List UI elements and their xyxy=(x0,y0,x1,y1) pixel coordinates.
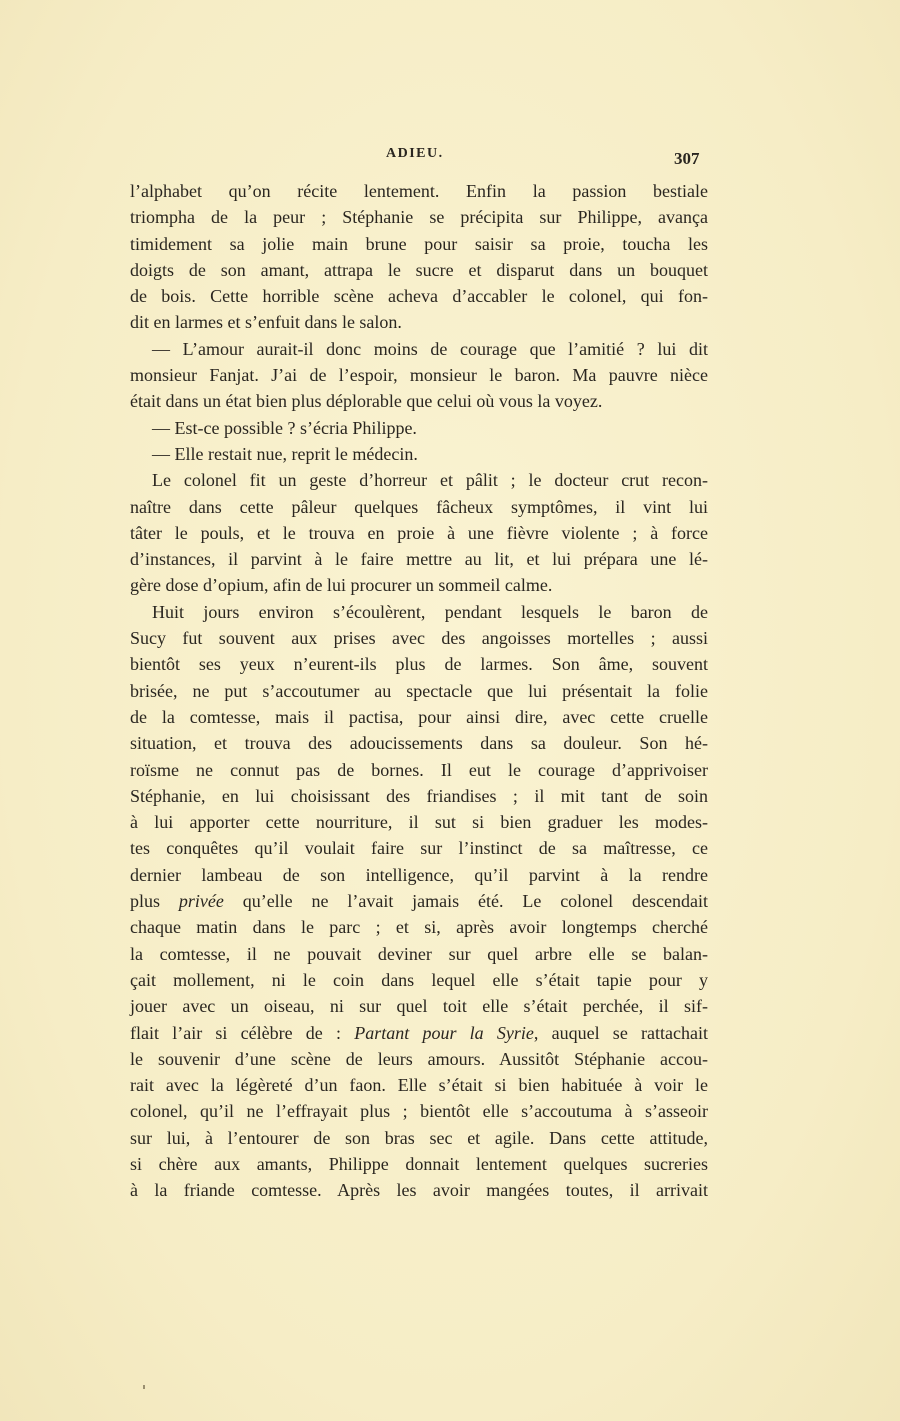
text-line: çait mollement, ni le coin dans lequel elle s’était tapie pour y xyxy=(130,969,708,990)
running-title: ADIEU. xyxy=(386,146,444,161)
body-text xyxy=(130,178,708,1204)
text-line: si chère aux amants, Philippe donnait lentement quelques sucreries xyxy=(130,1153,708,1174)
text-line: monsieur Fanjat. J’ai de l’espoir, monsieur le baron. Ma pauvre nièce xyxy=(130,365,708,386)
text-line: était dans un état bien plus déplorable que celui où vous la voyez. xyxy=(130,391,603,412)
text-line: bientôt ses yeux n’eurent-ils plus de larmes. Son âme, souvent xyxy=(130,654,708,675)
text-line xyxy=(130,1020,708,1046)
paper-speck xyxy=(143,1385,145,1389)
text-line: colonel, qu’il ne l’effrayait plus ; bientôt elle s’accoutuma à s’asseoir xyxy=(130,1101,708,1122)
text-line: Huit jours environ s’écoulèrent, pendant lesquels le baron de xyxy=(152,601,708,622)
text-line: d’instances, il parvint à le faire mettre au lit, et lui prépara une lé- xyxy=(130,549,708,570)
text-line: à la friande comtesse. Après les avoir mangées toutes, il arrivait xyxy=(130,1180,708,1201)
text-line: timidement sa jolie main brune pour saisir sa proie, toucha les xyxy=(130,233,708,254)
text-line: situation, et trouva des adoucissements dans sa douleur. Son hé- xyxy=(130,733,708,754)
text-line: rait avec la légèreté d’un faon. Elle s’était si bien habituée à voir le xyxy=(130,1075,708,1096)
text-line: tâter le pouls, et le trouva en proie à une fièvre violente ; à force xyxy=(130,522,708,543)
text-line: sur lui, à l’entourer de son bras sec et agile. Dans cette attitude, xyxy=(130,1127,708,1148)
text-line: doigts de son amant, attrapa le sucre et disparut dans un bouquet xyxy=(130,259,708,280)
text-line: — Est-ce possible ? s’écria Philippe. xyxy=(152,417,417,438)
text-line: la comtesse, il ne pouvait deviner sur quel arbre elle se balan- xyxy=(130,943,708,964)
text-line: dernier lambeau de son intelligence, qu’il parvint à la rendre xyxy=(130,864,708,885)
text-line: le souvenir d’une scène de leurs amours. Aussitôt Stéphanie accou- xyxy=(130,1048,708,1069)
text-line: dit en larmes et s’enfuit dans le salon. xyxy=(130,312,402,333)
text-line xyxy=(130,888,708,914)
text-line: l’alphabet qu’on récite lentement. Enfin la passion bestiale xyxy=(130,181,708,201)
text-line: brisée, ne put s’accoutumer au spectacle que lui présentait la folie xyxy=(130,680,708,701)
text-line: naître dans cette pâleur quelques fâcheux symptômes, il vint lui xyxy=(130,496,708,517)
text-line: — L’amour aurait-il donc moins de courage que l’amitié ? lui dit xyxy=(152,338,708,359)
text-segment: plus xyxy=(130,891,179,912)
text-line: roïsme ne connut pas de bornes. Il eut le courage d’apprivoiser xyxy=(130,759,708,780)
text-segment: qu’elle ne l’avait jamais été. Le colonel descendait xyxy=(223,891,708,912)
page-number: 307 xyxy=(674,149,700,168)
text-line: jouer avec un oiseau, ni sur quel toit elle s’était perchée, il sif- xyxy=(130,996,708,1017)
text-line: de la comtesse, mais il pactisa, pour ainsi dire, avec cette cruelle xyxy=(130,706,708,727)
text-line: triompha de la peur ; Stéphanie se précipita sur Philippe, avança xyxy=(130,207,708,228)
italic-text: Partant pour la Syrie xyxy=(354,1022,534,1043)
text-line: Sucy fut souvent aux prises avec des angoisses mortelles ; aussi xyxy=(130,628,708,649)
text-line: tes conquêtes qu’il voulait faire sur l’instinct de sa maîtresse, ce xyxy=(130,838,708,859)
text-line: Le colonel fit un geste d’horreur et pâlit ; le docteur crut recon- xyxy=(152,470,708,491)
text-line: gère dose d’opium, afin de lui procurer un sommeil calme. xyxy=(130,575,553,596)
text-line: à lui apporter cette nourriture, il sut si bien graduer les modes- xyxy=(130,812,708,833)
text-segment: , auquel se rattachait xyxy=(533,1022,708,1043)
italic-text: privée xyxy=(178,891,224,912)
text-line: Stéphanie, en lui choisissant des friandises ; il mit tant de soin xyxy=(130,785,708,806)
text-segment: flait l’air si célèbre de : xyxy=(130,1022,355,1043)
text-line: de bois. Cette horrible scène acheva d’accabler le colonel, qui fon- xyxy=(130,286,708,307)
text-line: chaque matin dans le parc ; et si, après avoir longtemps cherché xyxy=(130,917,708,938)
text-line: — Elle restait nue, reprit le médecin. xyxy=(152,443,418,464)
